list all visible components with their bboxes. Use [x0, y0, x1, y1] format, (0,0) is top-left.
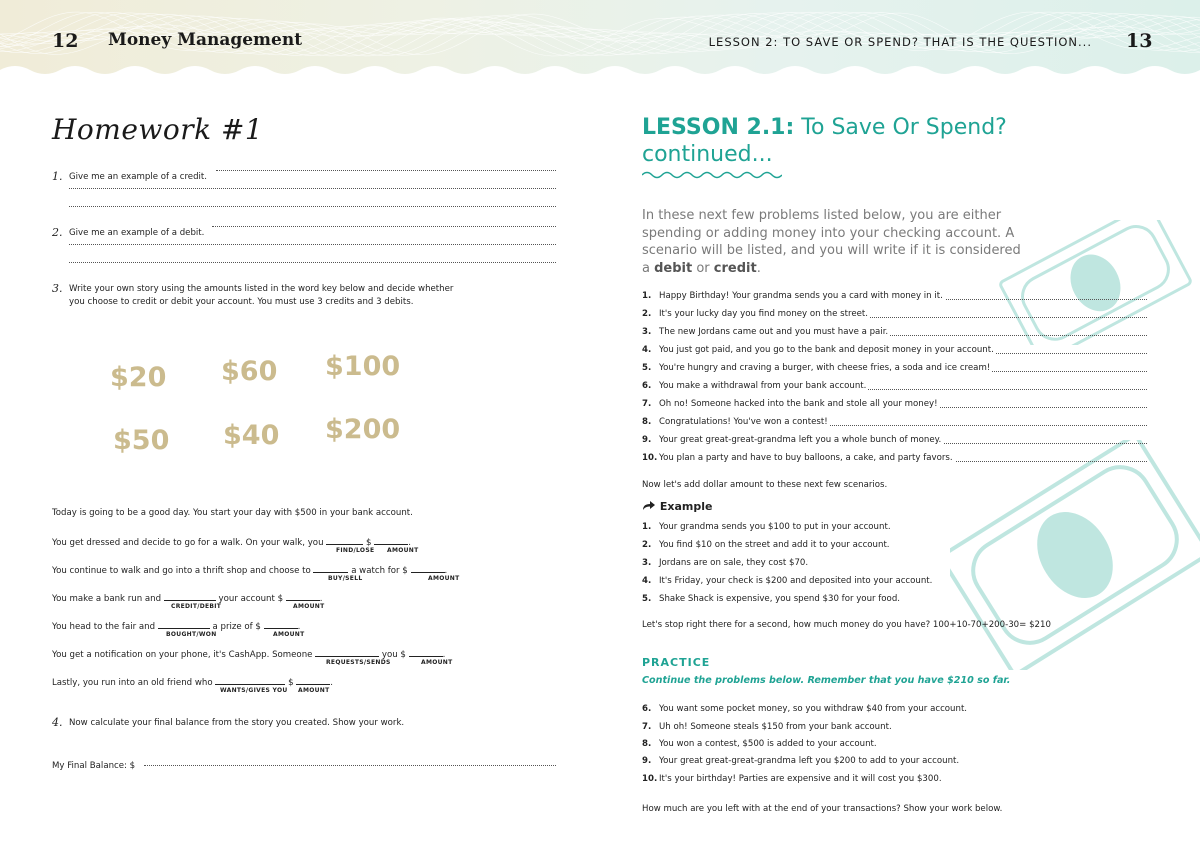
answer-line[interactable] [212, 226, 556, 227]
item-text: The new Jordans came out and you must have a pair. [659, 327, 889, 337]
wave-divider [642, 170, 782, 180]
practice-subheading: Continue the problems below. Remember that you have $210 so far. [642, 675, 1011, 686]
amount-word: $50 [113, 425, 170, 456]
question-number: 1. [52, 170, 63, 183]
story-text: . [444, 566, 448, 576]
blank-label: AMOUNT [421, 659, 453, 666]
intro-paragraph [642, 207, 1022, 277]
item-text: It's your lucky day you find money on the street. [659, 309, 869, 319]
item-text: You just got paid, and you go to the bank and deposit money in your account. [659, 345, 994, 355]
item-number: 2. [642, 309, 652, 319]
story-text: You make a bank run and [52, 594, 162, 604]
item-number: 2. [642, 540, 652, 550]
lesson-continued: continued... [642, 142, 773, 167]
lesson-label: LESSON 2.1: [642, 115, 795, 140]
item-text: Congratulations! You've won a contest! [659, 417, 828, 427]
item-number: 4. [642, 576, 652, 586]
amount-blank[interactable] [411, 564, 445, 573]
item-text: You make a withdrawal from your bank account. [659, 381, 867, 391]
item-number: 1. [642, 291, 652, 301]
story-text: . [408, 538, 411, 548]
question-text: Now calculate your final balance from the story you created. Show your work. [69, 718, 405, 728]
example-heading [642, 500, 712, 513]
blank-label: AMOUNT [298, 687, 330, 694]
intro-debit: debit [654, 260, 693, 276]
blank-label: REQUESTS/SENDS [326, 659, 391, 666]
story-text: a prize of $ [212, 622, 261, 632]
story-text: you $ [381, 650, 406, 660]
question-text: Give me an example of a debit. [69, 228, 205, 238]
item-number: 10. [642, 774, 658, 784]
answer-line[interactable] [216, 170, 556, 171]
story-text: . [297, 622, 301, 632]
credit-debit-blank[interactable] [164, 592, 216, 601]
answer-line[interactable] [69, 244, 556, 245]
answer-line[interactable] [69, 188, 556, 189]
blank-label: AMOUNT [293, 603, 325, 610]
item-number: 4. [642, 345, 652, 355]
item-text: You want some pocket money, so you withdraw $40 from your account. [659, 704, 968, 714]
question-text-line2: you choose to credit or debit your account. You must use 3 credits and 3 debits. [69, 297, 414, 307]
item-number: 5. [642, 594, 652, 604]
header-band [0, 0, 1200, 82]
story-text: You head to the fair and [52, 622, 156, 632]
item-text: It's your birthday! Parties are expensive and it will cost you $300. [659, 774, 942, 784]
story-text: You get a notification on your phone, it's CashApp. Someone [52, 650, 313, 660]
blank-label: BUY/SELL [328, 575, 363, 582]
intro-or: or [692, 260, 714, 276]
answer-line[interactable] [69, 262, 556, 263]
intro-credit: credit [713, 260, 757, 276]
requests-sends-blank[interactable] [315, 648, 379, 657]
find-lose-blank[interactable] [326, 536, 363, 545]
intro-text: In these next few problems listed below, you are either spending or adding money into your checking account. A scenario will be listed, and you will write if it is considered a [642, 208, 1021, 276]
item-text: Shake Shack is expensive, you spend $30 for your food. [659, 594, 901, 604]
item-text: Oh no! Someone hacked into the bank and stole all your money! [659, 399, 938, 409]
item-number: 6. [642, 704, 652, 714]
dollar-bill-icon [950, 440, 1200, 670]
item-text: Your great great-great-grandma left you $200 to add to your account. [659, 756, 960, 766]
blank-label: CREDIT/DEBIT [171, 603, 222, 610]
question-number: 2. [52, 226, 63, 239]
wants-gives-blank[interactable] [215, 676, 285, 685]
amount-word: $40 [223, 420, 280, 451]
story-text: Lastly, you run into an old friend who [52, 678, 213, 688]
lesson-title [642, 114, 1007, 168]
question-number: 4. [52, 716, 63, 729]
item-text: You find $10 on the street and add it to your account. [659, 540, 890, 550]
story-text: You get dressed and decide to go for a walk. On your walk, you [52, 538, 324, 548]
item-number: 5. [642, 363, 652, 373]
story-text: $ [288, 678, 294, 688]
amount-blank[interactable] [374, 536, 408, 545]
buy-sell-blank[interactable] [313, 564, 348, 573]
lesson-name: To Save Or Spend? [801, 115, 1007, 140]
practice-heading: PRACTICE [642, 656, 711, 669]
item-number: 3. [642, 558, 652, 568]
item-number: 9. [642, 435, 652, 445]
item-text: Your grandma sends you $100 to put in your account. [659, 522, 891, 532]
item-text: It's Friday, your check is $200 and deposited into your account. [659, 576, 933, 586]
homework-title: Homework #1 [52, 113, 264, 146]
blank-label: AMOUNT [387, 547, 419, 554]
dollar-intro: Now let's add dollar amount to these next few scenarios. [642, 480, 888, 490]
lesson-heading: LESSON 2: TO SAVE OR SPEND? THAT IS THE QUESTION... [708, 35, 1092, 49]
blank-label: BOUGHT/WON [166, 631, 217, 638]
amount-blank[interactable] [409, 648, 443, 657]
page-number-right: 13 [1126, 30, 1153, 52]
stop-text: Let's stop right there for a second, how much money do you have? 100+10-70+200-30= $210 [642, 620, 1051, 630]
example-heading-text: Example [659, 500, 713, 513]
item-text: Uh oh! Someone steals $150 from your bank account. [659, 722, 892, 732]
question-text: Give me an example of a credit. [69, 172, 208, 182]
item-number: 10. [642, 453, 658, 463]
item-number: 3. [642, 327, 652, 337]
item-text: Jordans are on sale, they cost $70. [659, 558, 809, 568]
question-number: 3. [52, 282, 63, 295]
story-line-6 [52, 676, 333, 688]
item-number: 8. [642, 417, 652, 427]
final-balance-line[interactable] [144, 765, 556, 766]
final-balance-label: My Final Balance: $ [52, 761, 136, 771]
page-number-left: 12 [52, 30, 79, 52]
amount-blank[interactable] [296, 676, 330, 685]
amount-word: $60 [221, 356, 278, 387]
story-line-2 [52, 564, 447, 576]
story-text: You continue to walk and go into a thrift shop and choose to [52, 566, 311, 576]
blank-label: AMOUNT [428, 575, 460, 582]
amount-word: $100 [325, 351, 401, 382]
amount-word: $200 [325, 414, 401, 445]
blank-label: FIND/LOSE [336, 547, 375, 554]
item-number: 9. [642, 756, 652, 766]
story-text: . [319, 594, 323, 604]
item-text: Happy Birthday! Your grandma sends you a card with money in it. [659, 291, 943, 301]
story-text: $ [365, 538, 372, 548]
amount-blank[interactable] [286, 592, 320, 601]
story-intro: Today is going to be a good day. You start your day with $500 in your bank account. [52, 508, 413, 518]
amount-word: $20 [110, 362, 167, 393]
item-number: 7. [642, 722, 652, 732]
story-text: a watch for $ [351, 566, 408, 576]
item-text: You plan a party and have to buy balloons, a cake, and party favors. [659, 453, 953, 463]
share-arrow-icon [642, 500, 656, 511]
item-text: Your great great-great-grandma left you a whole bunch of money. [659, 435, 942, 445]
blank-label: WANTS/GIVES YOU [220, 687, 288, 694]
item-number: 6. [642, 381, 652, 391]
amount-blank[interactable] [264, 620, 298, 629]
item-text: You're hungry and craving a burger, with cheese fries, a soda and ice cream! [659, 363, 991, 373]
item-text: You won a contest, $500 is added to your account. [659, 739, 877, 749]
intro-end: . [756, 260, 761, 276]
blank-label: AMOUNT [273, 631, 305, 638]
story-text: your account $ [218, 594, 284, 604]
story-text: . [442, 650, 446, 660]
item-number: 1. [642, 522, 652, 532]
closing-text: How much are you left with at the end of your transactions? Show your work below. [642, 804, 1003, 814]
book-title: Money Management [108, 30, 303, 50]
item-number: 7. [642, 399, 652, 409]
story-text: . [330, 678, 333, 688]
answer-line[interactable] [69, 206, 556, 207]
item-number: 8. [642, 739, 652, 749]
bought-won-blank[interactable] [158, 620, 210, 629]
question-text: Write your own story using the amounts listed in the word key below and decide whether [69, 284, 454, 294]
